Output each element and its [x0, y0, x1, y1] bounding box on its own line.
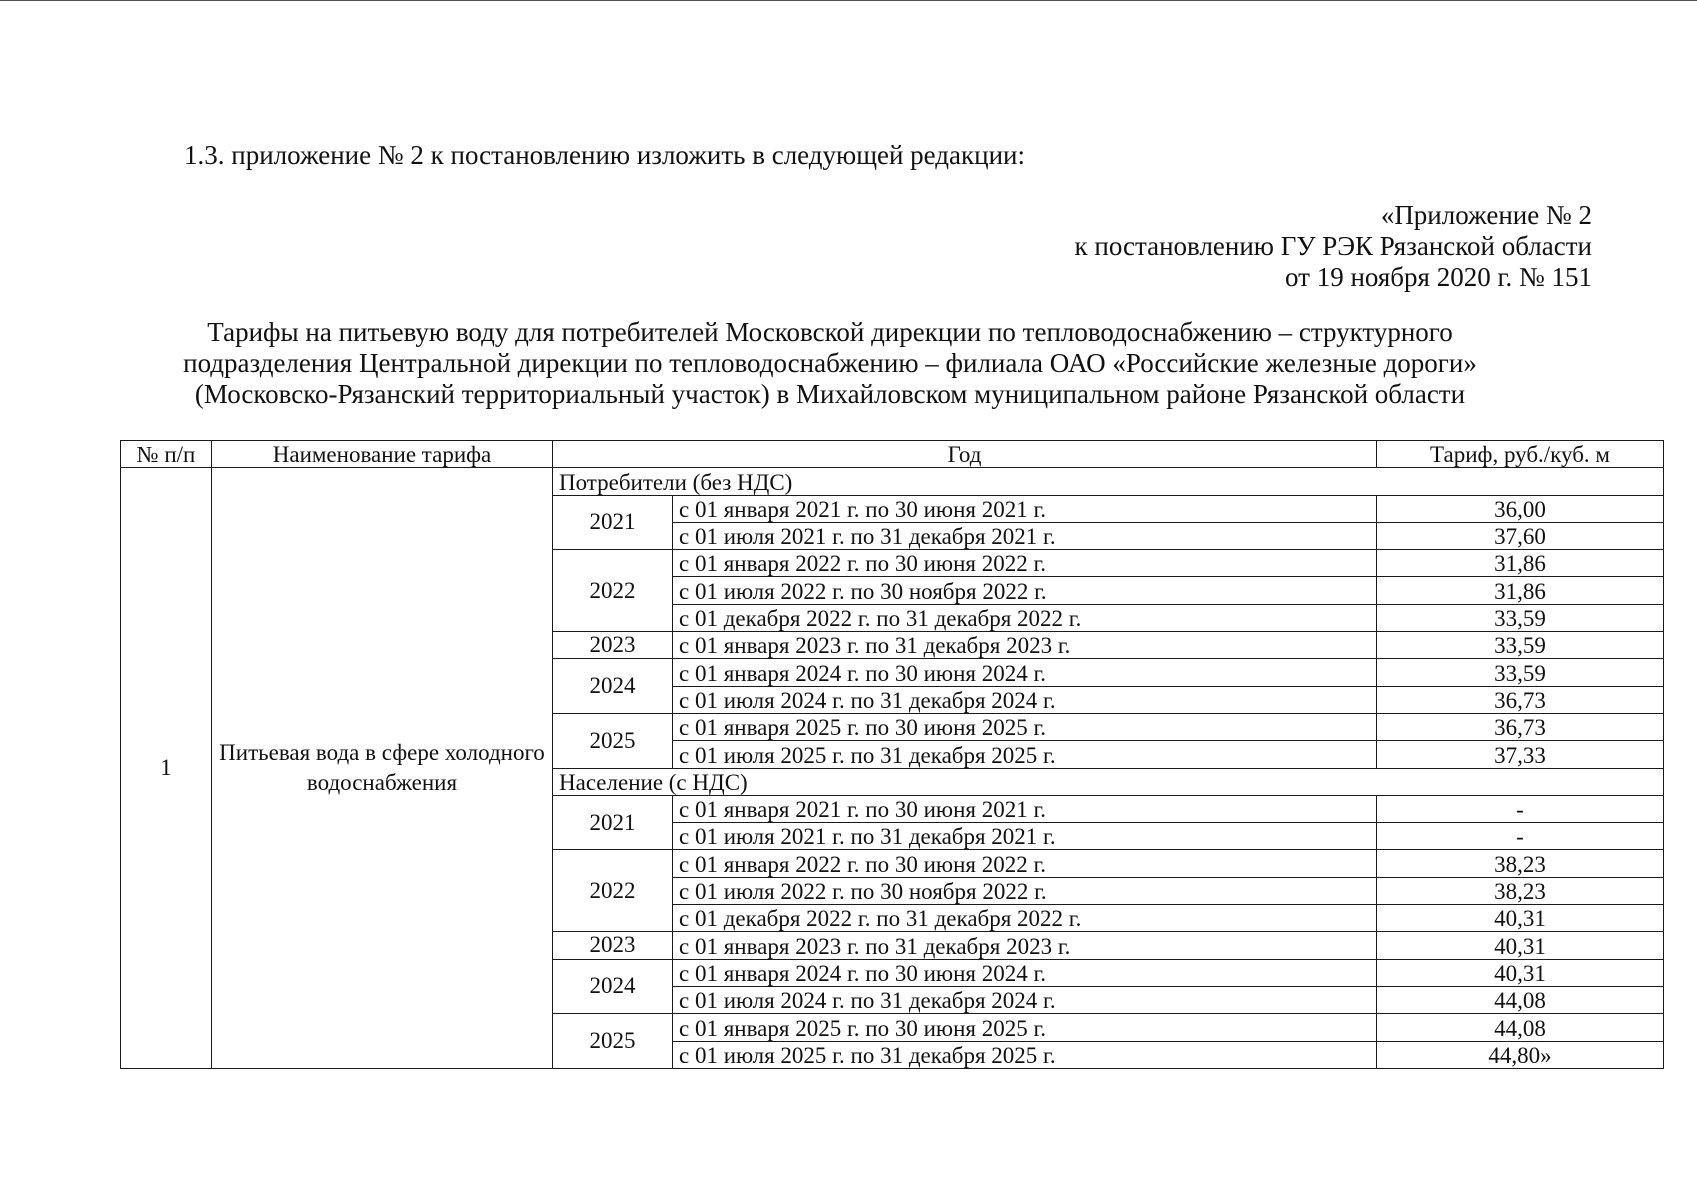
period-cell: с 01 января 2022 г. по 30 июня 2022 г.: [673, 850, 1377, 877]
period-cell: с 01 января 2021 г. по 30 июня 2021 г.: [673, 495, 1377, 522]
period-cell: с 01 января 2025 г. по 30 июня 2025 г.: [673, 1014, 1377, 1041]
period-cell: с 01 июля 2022 г. по 30 ноября 2022 г.: [673, 577, 1377, 604]
tariff-value-cell: 40,31: [1377, 905, 1664, 932]
tariff-value-cell: 31,86: [1377, 550, 1664, 577]
period-cell: с 01 января 2023 г. по 31 декабря 2023 г.: [673, 932, 1377, 959]
table-title-line-2: подразделения Центральной дирекции по тепловодоснабжению – филиала ОАО «Российские железные дороги»: [183, 348, 1477, 378]
header-year: Год: [553, 441, 1377, 468]
tariff-value-cell: 33,59: [1377, 659, 1664, 686]
period-cell: с 01 июля 2022 г. по 30 ноября 2022 г.: [673, 877, 1377, 904]
period-cell: с 01 января 2024 г. по 30 июня 2024 г.: [673, 659, 1377, 686]
tariff-value-cell: 44,08: [1377, 986, 1664, 1013]
group-label-cell: Население (с НДС): [553, 768, 1664, 795]
period-cell: с 01 июля 2025 г. по 31 декабря 2025 г.: [673, 1041, 1377, 1068]
tariff-value-cell: 31,86: [1377, 577, 1664, 604]
period-cell: с 01 января 2023 г. по 31 декабря 2023 г.: [673, 632, 1377, 659]
period-cell: с 01 июля 2024 г. по 31 декабря 2024 г.: [673, 686, 1377, 713]
tariff-value-cell: 38,23: [1377, 877, 1664, 904]
tariff-name-cell: Питьевая вода в сфере холодного водоснабжения: [212, 468, 553, 1069]
tariff-value-cell: 37,33: [1377, 741, 1664, 768]
intro-text: 1.3. приложение № 2 к постановлению изложить в следующей редакции:: [184, 140, 1025, 170]
appendix-header: [1075, 200, 1592, 293]
year-cell: 2021: [553, 795, 673, 850]
year-cell: 2021: [553, 495, 673, 550]
year-cell: 2024: [553, 959, 673, 1014]
header-num: № п/п: [121, 441, 212, 468]
period-cell: с 01 декабря 2022 г. по 31 декабря 2022 г.: [673, 604, 1377, 631]
tariff-value-cell: 33,59: [1377, 632, 1664, 659]
table-title-line-1: Тарифы на питьевую воду для потребителей Московской дирекции по тепловодоснабжению – структурного: [207, 317, 1453, 347]
group-label-cell: Потребители (без НДС): [553, 468, 1664, 495]
period-cell: с 01 января 2024 г. по 30 июня 2024 г.: [673, 959, 1377, 986]
tariff-value-cell: 44,80»: [1377, 1041, 1664, 1068]
period-cell: с 01 июля 2021 г. по 31 декабря 2021 г.: [673, 823, 1377, 850]
period-cell: с 01 января 2025 г. по 30 июня 2025 г.: [673, 713, 1377, 740]
year-cell: 2025: [553, 713, 673, 768]
tariff-value-cell: 36,73: [1377, 713, 1664, 740]
tariff-value-cell: 38,23: [1377, 850, 1664, 877]
period-cell: с 01 января 2022 г. по 30 июня 2022 г.: [673, 550, 1377, 577]
year-cell: 2022: [553, 550, 673, 632]
period-cell: с 01 июля 2024 г. по 31 декабря 2024 г.: [673, 986, 1377, 1013]
year-cell: 2023: [553, 632, 673, 659]
tariff-value-cell: 36,00: [1377, 495, 1664, 522]
header-tariff: Тариф, руб./куб. м: [1377, 441, 1664, 468]
tariff-table-body: [121, 468, 1664, 1069]
tariff-value-cell: 40,31: [1377, 959, 1664, 986]
tariff-value-cell: -: [1377, 823, 1664, 850]
tariff-value-cell: 36,73: [1377, 686, 1664, 713]
tariff-value-cell: -: [1377, 795, 1664, 822]
tariff-value-cell: 33,59: [1377, 604, 1664, 631]
table-header-row: [121, 441, 1664, 468]
year-cell: 2025: [553, 1014, 673, 1069]
period-cell: с 01 декабря 2022 г. по 31 декабря 2022 г.: [673, 905, 1377, 932]
tariff-value-cell: 37,60: [1377, 522, 1664, 549]
table-title-line-3: (Московско-Рязанский территориальный участок) в Михайловском муниципальном районе Рязанской области: [194, 379, 1466, 409]
period-cell: с 01 июля 2021 г. по 31 декабря 2021 г.: [673, 522, 1377, 549]
period-cell: с 01 января 2021 г. по 30 июня 2021 г.: [673, 795, 1377, 822]
top-rule: [0, 0, 1697, 1]
appendix-line-1: «Приложение № 2: [1380, 200, 1592, 230]
period-cell: с 01 июля 2025 г. по 31 декабря 2025 г.: [673, 741, 1377, 768]
appendix-line-3: от 19 ноября 2020 г. № 151: [1285, 262, 1592, 292]
tariff-value-cell: 40,31: [1377, 932, 1664, 959]
tariff-table: [120, 440, 1664, 1069]
tariff-value-cell: 44,08: [1377, 1014, 1664, 1041]
group-row: [121, 468, 1664, 495]
year-cell: 2023: [553, 932, 673, 959]
row-number-cell: 1: [121, 468, 212, 1069]
year-cell: 2022: [553, 850, 673, 932]
year-cell: 2024: [553, 659, 673, 714]
table-title: [120, 317, 1540, 410]
header-name: Наименование тарифа: [212, 441, 553, 468]
appendix-line-2: к постановлению ГУ РЭК Рязанской области: [1074, 231, 1592, 261]
